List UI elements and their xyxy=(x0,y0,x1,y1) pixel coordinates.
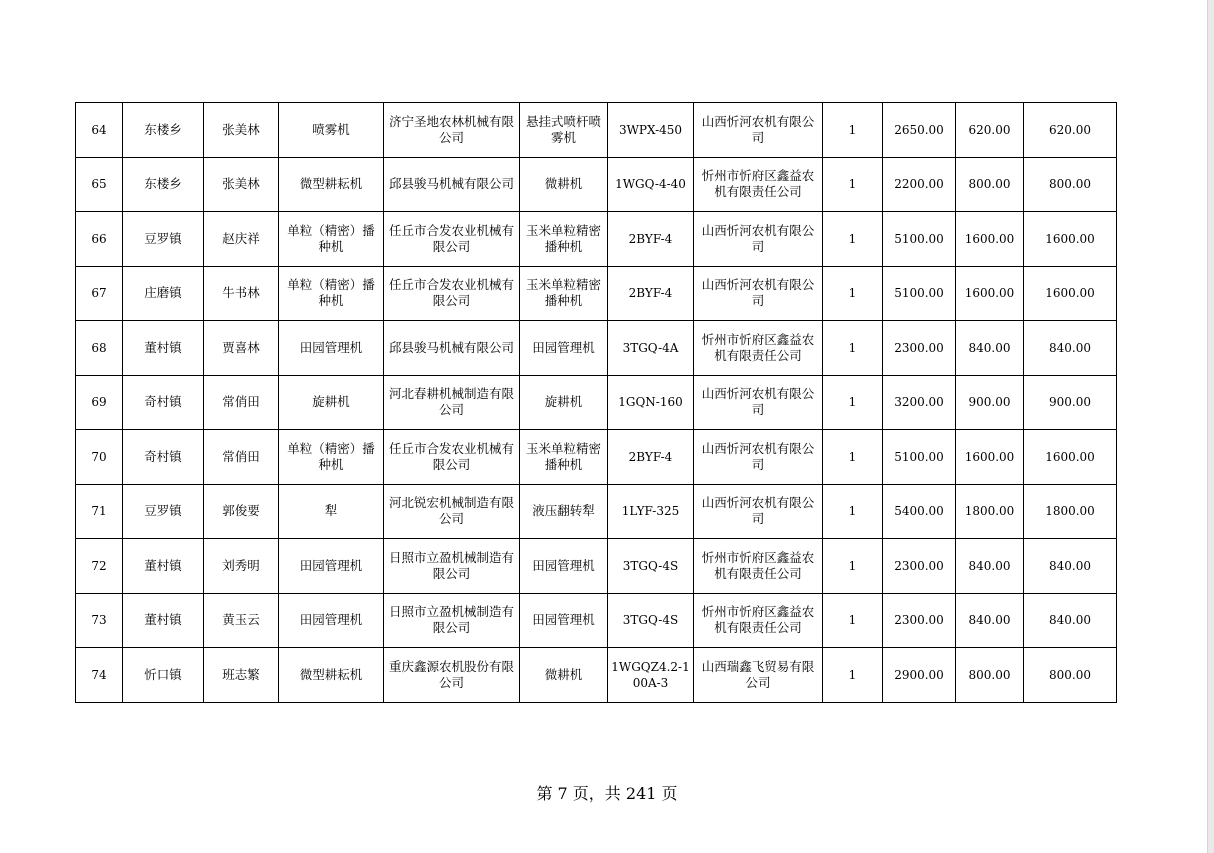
cell-subsidy: 1600.00 xyxy=(956,430,1024,485)
cell-name: 牛书林 xyxy=(204,266,279,321)
cell-manufacturer: 任丘市合发农业机械有限公司 xyxy=(384,430,520,485)
cell-town: 董村镇 xyxy=(123,593,204,648)
cell-total: 1600.00 xyxy=(1024,430,1117,485)
cell-price: 5100.00 xyxy=(883,266,956,321)
cell-price: 2900.00 xyxy=(883,648,956,703)
cell-qty: 1 xyxy=(823,539,883,594)
cell-dealer: 山西忻河农机有限公司 xyxy=(694,430,823,485)
cell-name: 常俏田 xyxy=(204,375,279,430)
cell-qty: 1 xyxy=(823,266,883,321)
cell-product: 玉米单粒精密播种机 xyxy=(520,430,608,485)
cell-town: 豆罗镇 xyxy=(123,484,204,539)
cell-manufacturer: 邱县骏马机械有限公司 xyxy=(384,157,520,212)
cell-no: 64 xyxy=(76,103,123,158)
cell-no: 69 xyxy=(76,375,123,430)
cell-no: 68 xyxy=(76,321,123,376)
cell-product: 田园管理机 xyxy=(520,321,608,376)
table-row xyxy=(76,484,1117,539)
cell-name: 郭俊要 xyxy=(204,484,279,539)
cell-manufacturer: 河北春耕机械制造有限公司 xyxy=(384,375,520,430)
cell-total: 1600.00 xyxy=(1024,266,1117,321)
cell-total: 1800.00 xyxy=(1024,484,1117,539)
cell-price: 5400.00 xyxy=(883,484,956,539)
cell-model: 2BYF-4 xyxy=(608,212,694,267)
cell-dealer: 忻州市忻府区鑫益农机有限责任公司 xyxy=(694,539,823,594)
cell-price: 5100.00 xyxy=(883,430,956,485)
cell-qty: 1 xyxy=(823,103,883,158)
cell-dealer: 山西忻河农机有限公司 xyxy=(694,266,823,321)
cell-manufacturer: 重庆鑫源农机股份有限公司 xyxy=(384,648,520,703)
cell-product: 玉米单粒精密播种机 xyxy=(520,212,608,267)
cell-name: 赵庆祥 xyxy=(204,212,279,267)
cell-product: 悬挂式喷杆喷雾机 xyxy=(520,103,608,158)
cell-qty: 1 xyxy=(823,321,883,376)
cell-qty: 1 xyxy=(823,593,883,648)
cell-qty: 1 xyxy=(823,648,883,703)
cell-category: 田园管理机 xyxy=(279,593,384,648)
cell-model: 3TGQ-4A xyxy=(608,321,694,376)
cell-product: 玉米单粒精密播种机 xyxy=(520,266,608,321)
cell-total: 1600.00 xyxy=(1024,212,1117,267)
cell-manufacturer: 任丘市合发农业机械有限公司 xyxy=(384,266,520,321)
cell-no: 66 xyxy=(76,212,123,267)
cell-manufacturer: 河北锐宏机械制造有限公司 xyxy=(384,484,520,539)
cell-category: 田园管理机 xyxy=(279,321,384,376)
cell-model: 3TGQ-4S xyxy=(608,539,694,594)
cell-town: 东楼乡 xyxy=(123,103,204,158)
cell-town: 豆罗镇 xyxy=(123,212,204,267)
cell-town: 奇村镇 xyxy=(123,430,204,485)
table-row xyxy=(76,212,1117,267)
cell-dealer: 山西忻河农机有限公司 xyxy=(694,212,823,267)
cell-manufacturer: 邱县骏马机械有限公司 xyxy=(384,321,520,376)
cell-price: 2300.00 xyxy=(883,539,956,594)
cell-qty: 1 xyxy=(823,484,883,539)
cell-price: 2300.00 xyxy=(883,593,956,648)
cell-town: 忻口镇 xyxy=(123,648,204,703)
cell-model: 3TGQ-4S xyxy=(608,593,694,648)
cell-qty: 1 xyxy=(823,157,883,212)
cell-no: 65 xyxy=(76,157,123,212)
cell-subsidy: 1600.00 xyxy=(956,212,1024,267)
cell-subsidy: 840.00 xyxy=(956,593,1024,648)
cell-model: 3WPX-450 xyxy=(608,103,694,158)
cell-subsidy: 1600.00 xyxy=(956,266,1024,321)
cell-dealer: 忻州市忻府区鑫益农机有限责任公司 xyxy=(694,593,823,648)
cell-category: 单粒（精密）播种机 xyxy=(279,266,384,321)
cell-price: 2650.00 xyxy=(883,103,956,158)
cell-name: 贾喜林 xyxy=(204,321,279,376)
cell-manufacturer: 任丘市合发农业机械有限公司 xyxy=(384,212,520,267)
cell-no: 71 xyxy=(76,484,123,539)
cell-town: 奇村镇 xyxy=(123,375,204,430)
subsidy-table xyxy=(75,102,1117,703)
cell-qty: 1 xyxy=(823,430,883,485)
cell-category: 旋耕机 xyxy=(279,375,384,430)
cell-subsidy: 800.00 xyxy=(956,648,1024,703)
cell-category: 单粒（精密）播种机 xyxy=(279,430,384,485)
cell-model: 1LYF-325 xyxy=(608,484,694,539)
cell-model: 1GQN-160 xyxy=(608,375,694,430)
cell-total: 840.00 xyxy=(1024,593,1117,648)
cell-price: 2300.00 xyxy=(883,321,956,376)
cell-total: 800.00 xyxy=(1024,648,1117,703)
cell-category: 单粒（精密）播种机 xyxy=(279,212,384,267)
cell-name: 张美林 xyxy=(204,157,279,212)
cell-product: 微耕机 xyxy=(520,648,608,703)
cell-name: 班志繁 xyxy=(204,648,279,703)
cell-subsidy: 840.00 xyxy=(956,321,1024,376)
cell-dealer: 忻州市忻府区鑫益农机有限责任公司 xyxy=(694,157,823,212)
cell-total: 800.00 xyxy=(1024,157,1117,212)
cell-subsidy: 1800.00 xyxy=(956,484,1024,539)
cell-product: 田园管理机 xyxy=(520,539,608,594)
cell-dealer: 山西忻河农机有限公司 xyxy=(694,484,823,539)
cell-manufacturer: 日照市立盈机械制造有限公司 xyxy=(384,593,520,648)
cell-total: 840.00 xyxy=(1024,539,1117,594)
table-row xyxy=(76,593,1117,648)
table-row xyxy=(76,430,1117,485)
cell-category: 微型耕耘机 xyxy=(279,157,384,212)
page-number: 第 7 页，共 241 页 xyxy=(536,784,678,803)
table-row xyxy=(76,648,1117,703)
cell-dealer: 山西瑞鑫飞贸易有限公司 xyxy=(694,648,823,703)
cell-model: 1WGQ-4-40 xyxy=(608,157,694,212)
cell-total: 620.00 xyxy=(1024,103,1117,158)
table-row xyxy=(76,375,1117,430)
cell-subsidy: 620.00 xyxy=(956,103,1024,158)
table-row xyxy=(76,539,1117,594)
cell-dealer: 忻州市忻府区鑫益农机有限责任公司 xyxy=(694,321,823,376)
cell-product: 田园管理机 xyxy=(520,593,608,648)
cell-no: 72 xyxy=(76,539,123,594)
cell-dealer: 山西忻河农机有限公司 xyxy=(694,375,823,430)
cell-model: 1WGQZ4.2-100A-3 xyxy=(608,648,694,703)
cell-town: 董村镇 xyxy=(123,539,204,594)
table-body xyxy=(76,103,1117,703)
cell-name: 黄玉云 xyxy=(204,593,279,648)
table-row xyxy=(76,103,1117,158)
cell-price: 5100.00 xyxy=(883,212,956,267)
cell-product: 微耕机 xyxy=(520,157,608,212)
page-edge xyxy=(1207,0,1214,853)
cell-name: 常俏田 xyxy=(204,430,279,485)
cell-dealer: 山西忻河农机有限公司 xyxy=(694,103,823,158)
cell-total: 840.00 xyxy=(1024,321,1117,376)
cell-subsidy: 900.00 xyxy=(956,375,1024,430)
cell-category: 田园管理机 xyxy=(279,539,384,594)
cell-name: 刘秀明 xyxy=(204,539,279,594)
table-row xyxy=(76,157,1117,212)
cell-no: 67 xyxy=(76,266,123,321)
cell-price: 2200.00 xyxy=(883,157,956,212)
cell-qty: 1 xyxy=(823,212,883,267)
cell-price: 3200.00 xyxy=(883,375,956,430)
cell-subsidy: 840.00 xyxy=(956,539,1024,594)
cell-product: 旋耕机 xyxy=(520,375,608,430)
cell-town: 董村镇 xyxy=(123,321,204,376)
cell-no: 73 xyxy=(76,593,123,648)
cell-no: 70 xyxy=(76,430,123,485)
cell-model: 2BYF-4 xyxy=(608,266,694,321)
cell-town: 庄磨镇 xyxy=(123,266,204,321)
cell-name: 张美林 xyxy=(204,103,279,158)
cell-category: 喷雾机 xyxy=(279,103,384,158)
cell-no: 74 xyxy=(76,648,123,703)
cell-manufacturer: 日照市立盈机械制造有限公司 xyxy=(384,539,520,594)
cell-total: 900.00 xyxy=(1024,375,1117,430)
cell-model: 2BYF-4 xyxy=(608,430,694,485)
cell-category: 微型耕耘机 xyxy=(279,648,384,703)
cell-manufacturer: 济宁圣地农林机械有限公司 xyxy=(384,103,520,158)
cell-subsidy: 800.00 xyxy=(956,157,1024,212)
cell-qty: 1 xyxy=(823,375,883,430)
table-row xyxy=(76,266,1117,321)
cell-product: 液压翻转犁 xyxy=(520,484,608,539)
cell-town: 东楼乡 xyxy=(123,157,204,212)
cell-category: 犁 xyxy=(279,484,384,539)
table-row xyxy=(76,321,1117,376)
